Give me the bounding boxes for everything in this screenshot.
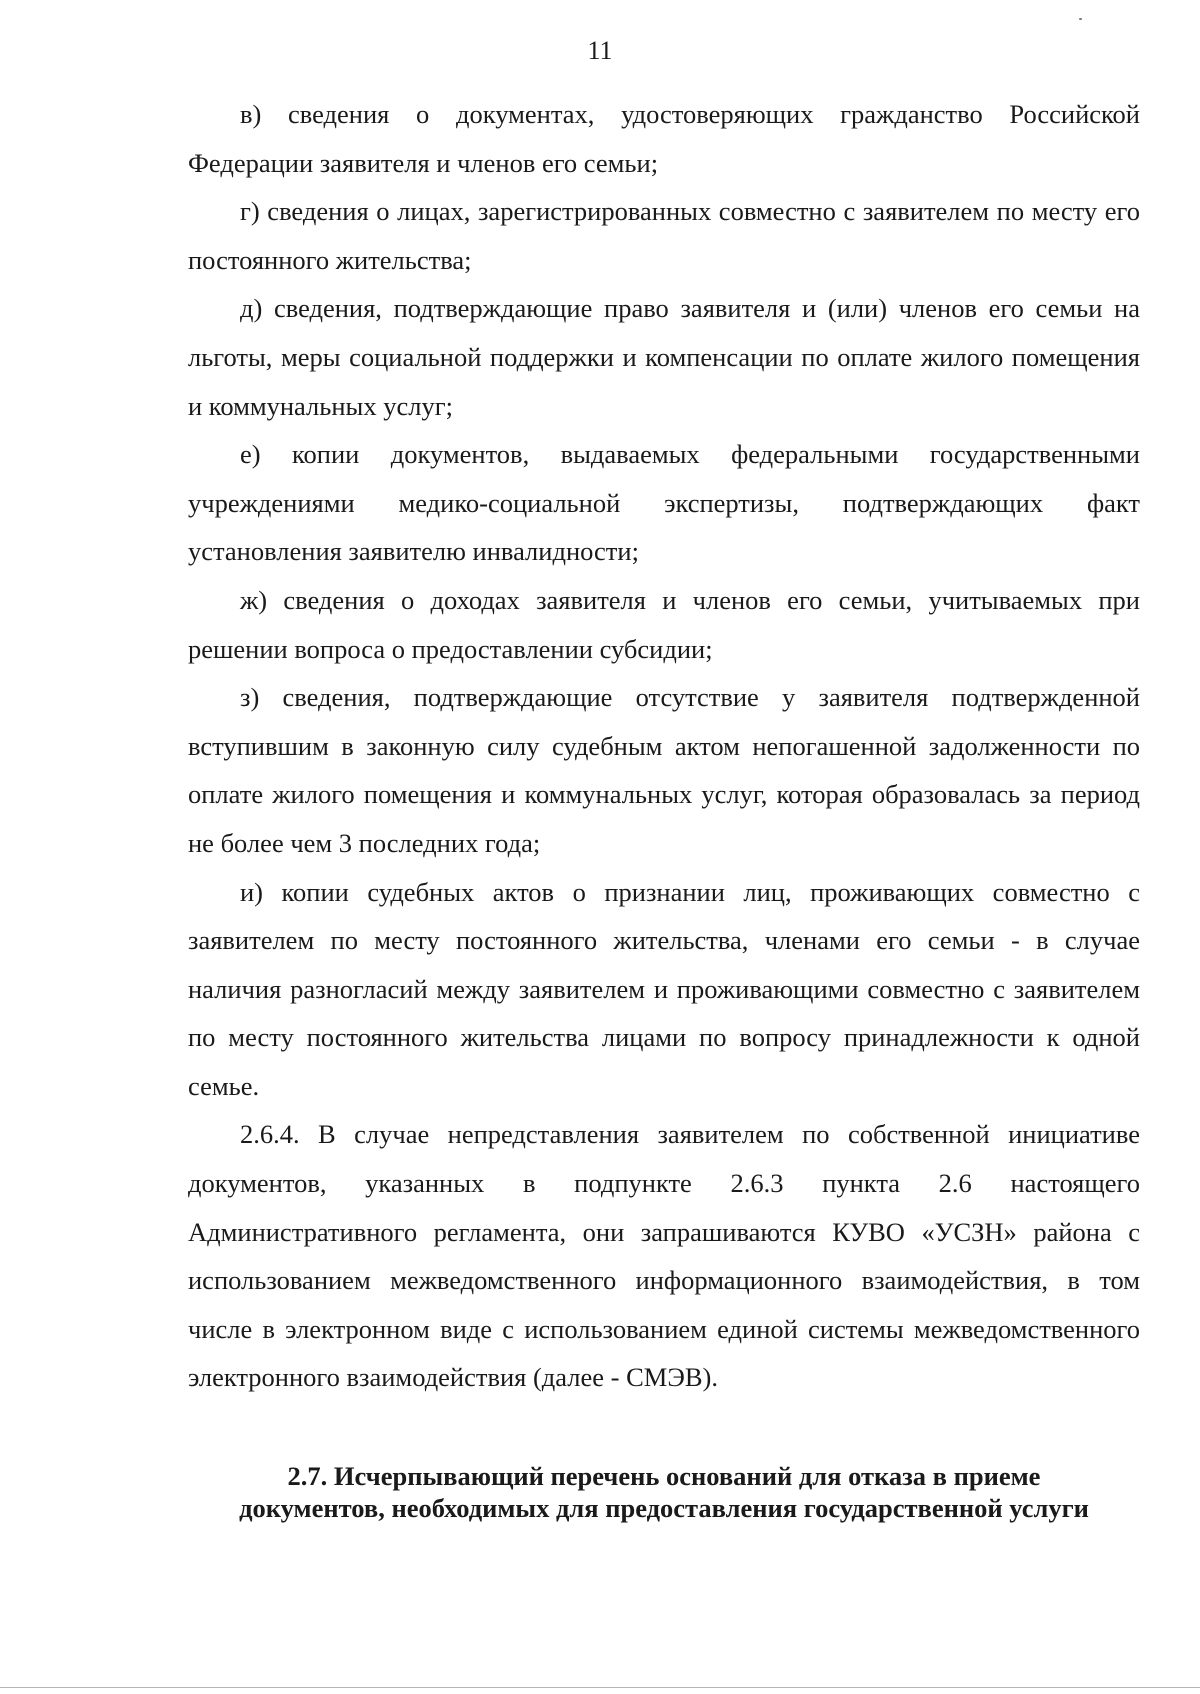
paragraph-item-e: е) копии документов, выдаваемых федеральными государственными учреждениями медико-социальной экспертизы, подтверждающих факт установления заявителю инвалидности; bbox=[188, 439, 1140, 567]
document-body bbox=[188, 90, 1140, 1402]
paragraph-2-6-4: 2.6.4. В случае непредставления заявителем по собственной инициативе документов, указанных в подпункте 2.6.3 пункта 2.6 настоящего Административного регламента, они запрашиваются КУВО «УСЗН» района с использованием межведомственного информационного взаимодействия, в том числе в электронном виде с использованием единой системы межведомственного электронного взаимодействия (далее - СМЭВ). bbox=[188, 1119, 1140, 1393]
paragraph-item-i: и) копии судебных актов о признании лиц, проживающих совместно с заявителем по месту постоянного жительства, членами его семьи - в случае наличия разногласий между заявителем и проживающими совместно с заявителем по месту постоянного жительства лицами по вопросу принадлежности к одной семье. bbox=[188, 876, 1140, 1101]
paragraph-item-g: г) сведения о лицах, зарегистрированных совместно с заявителем по месту его постоянного жительства; bbox=[188, 196, 1140, 275]
section-heading-2-7 bbox=[188, 1460, 1140, 1524]
section-heading-line: 2.7. Исчерпывающий перечень оснований для отказа в приеме bbox=[287, 1461, 1041, 1491]
paragraph-item-z: з) сведения, подтверждающие отсутствие у заявителя подтвержденной вступившим в законную силу судебным актом непогашенной задолженности по оплате жилого помещения и коммунальных услуг, которая образовалась за период не более чем 3 последних года; bbox=[188, 682, 1140, 858]
paragraph-item-zh: ж) сведения о доходах заявителя и членов его семьи, учитываемых при решении вопроса о предоставлении субсидии; bbox=[188, 584, 1140, 664]
page-number: 11 bbox=[587, 36, 613, 65]
scan-speck bbox=[1079, 18, 1082, 20]
paragraph-item-v: в) сведения о документах, удостоверяющих гражданство Российской Федерации заявителя и членов его семьи; bbox=[188, 99, 1140, 178]
scan-edge-line bbox=[0, 1687, 1200, 1688]
section-heading-line: документов, необходимых для предоставления государственной услуги bbox=[239, 1493, 1089, 1523]
paragraph-item-d: д) сведения, подтверждающие право заявителя и (или) членов его семьи на льготы, меры социальной поддержки и компенсации по оплате жилого помещения и коммунальных услуг; bbox=[188, 293, 1140, 421]
